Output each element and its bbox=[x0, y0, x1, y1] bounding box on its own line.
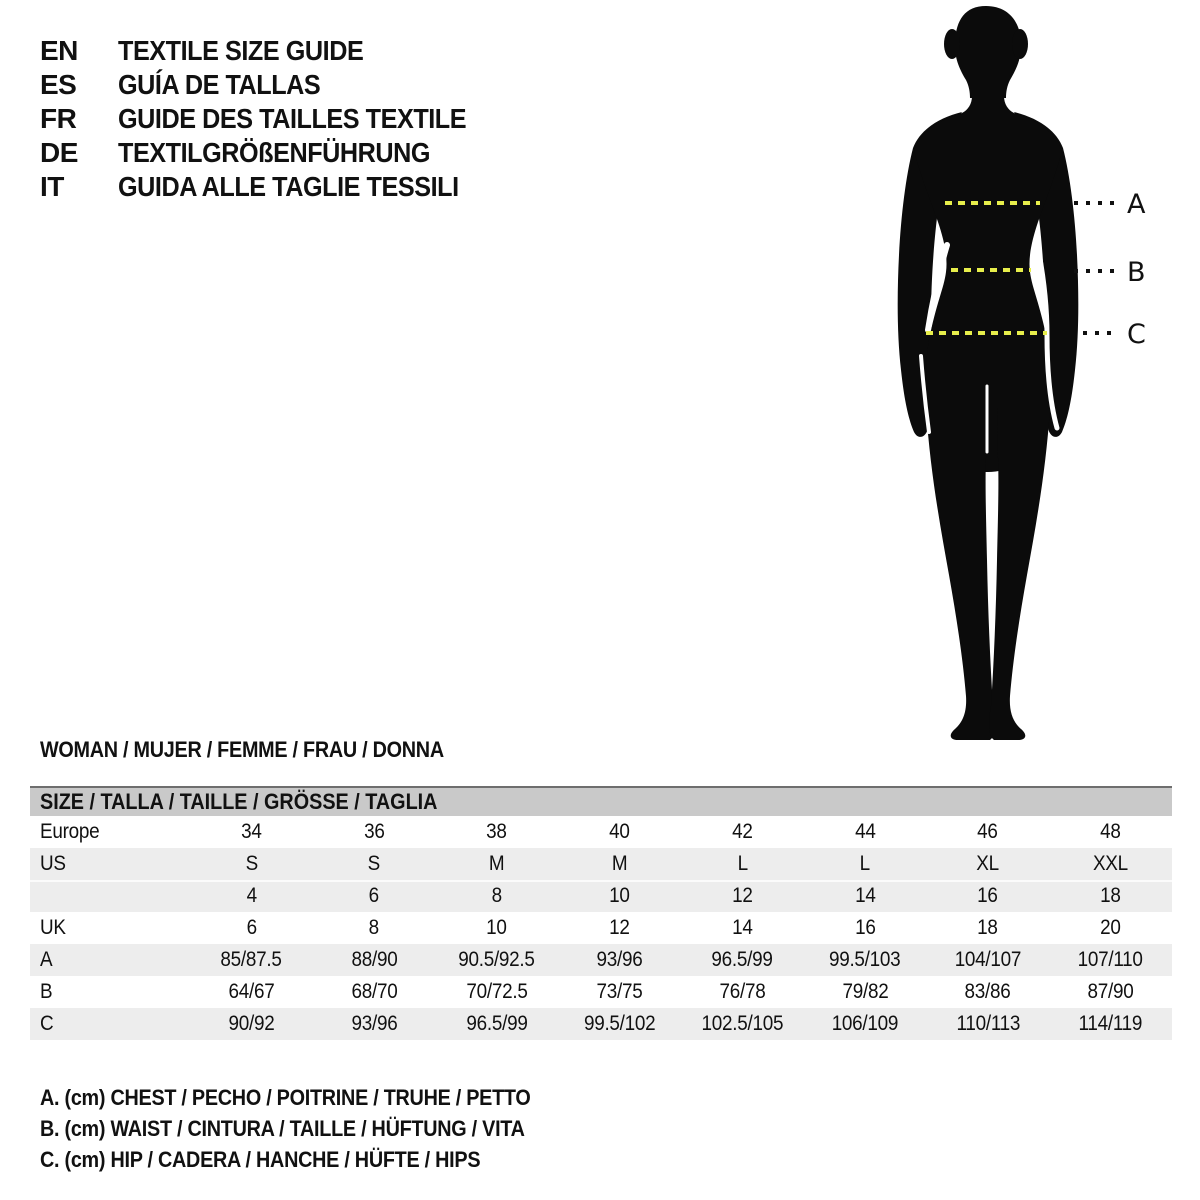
size-cell: 6 bbox=[368, 884, 380, 907]
woman-silhouette-figure bbox=[850, 0, 1180, 760]
size-cell: 34 bbox=[241, 820, 262, 843]
row-label: A bbox=[40, 948, 53, 971]
size-cell: 20 bbox=[1100, 916, 1121, 939]
table-row-waist-b bbox=[30, 976, 1172, 1008]
size-cell: 8 bbox=[368, 916, 380, 939]
table-row-uk bbox=[30, 912, 1172, 944]
size-cell: S bbox=[367, 852, 381, 875]
measure-label-c: C bbox=[1127, 319, 1146, 350]
size-cell: 93/96 bbox=[596, 948, 643, 971]
size-cell: 87/90 bbox=[1087, 980, 1134, 1003]
size-cell: 106/109 bbox=[831, 1012, 899, 1035]
measure-label-b: B bbox=[1127, 257, 1146, 288]
size-cell: 10 bbox=[609, 884, 630, 907]
table-row-hip-c bbox=[30, 1008, 1172, 1040]
lang-title: TEXTILE SIZE GUIDE bbox=[118, 35, 364, 66]
language-title-list bbox=[40, 34, 505, 204]
size-cell: 12 bbox=[609, 916, 630, 939]
size-cell: 85/87.5 bbox=[220, 948, 282, 971]
table-row-us-number bbox=[30, 880, 1172, 912]
size-cell: 64/67 bbox=[228, 980, 275, 1003]
row-label: US bbox=[40, 852, 66, 875]
table-row-europe bbox=[30, 816, 1172, 848]
lang-code: EN bbox=[40, 35, 78, 66]
size-cell: 46 bbox=[977, 820, 999, 843]
lang-row-es bbox=[40, 68, 505, 102]
size-cell: XXL bbox=[1093, 852, 1129, 875]
size-cell: 107/110 bbox=[1078, 948, 1144, 971]
size-table bbox=[30, 786, 1172, 1040]
lang-row-fr bbox=[40, 102, 505, 136]
row-label: Europe bbox=[40, 820, 100, 843]
size-cell: 102.5/105 bbox=[701, 1012, 784, 1035]
lang-title: GUÍA DE TALLAS bbox=[118, 69, 321, 100]
section-heading-text: WOMAN / MUJER / FEMME / FRAU / DONNA bbox=[40, 737, 444, 762]
legend-waist: B. (cm) WAIST / CINTURA / TAILLE / HÜFTUNG / VITA bbox=[40, 1116, 525, 1141]
size-cell: L bbox=[859, 852, 871, 875]
row-label: UK bbox=[40, 916, 66, 939]
size-cell: S bbox=[245, 852, 258, 875]
size-cell: 110/113 bbox=[956, 1012, 1020, 1035]
table-row-chest-a bbox=[30, 944, 1172, 976]
size-cell: 83/86 bbox=[964, 980, 1011, 1003]
size-cell: 10 bbox=[486, 916, 508, 939]
size-cell: M bbox=[611, 852, 628, 875]
size-cell: 90.5/92.5 bbox=[458, 948, 536, 971]
size-cell: 96.5/99 bbox=[466, 1012, 528, 1035]
size-cell: 70/72.5 bbox=[466, 980, 528, 1003]
size-cell: XL bbox=[976, 852, 1000, 875]
row-label: C bbox=[40, 1012, 54, 1035]
size-cell: 104/107 bbox=[954, 948, 1022, 971]
size-cell: 40 bbox=[609, 820, 630, 843]
lang-row-en bbox=[40, 34, 505, 68]
size-cell: 99.5/103 bbox=[829, 948, 901, 971]
size-cell: M bbox=[489, 852, 505, 875]
size-cell: 38 bbox=[486, 820, 508, 843]
row-label bbox=[30, 884, 190, 908]
size-cell: 42 bbox=[732, 820, 753, 843]
lang-title: GUIDA ALLE TAGLIE TESSILI bbox=[118, 171, 459, 202]
table-row-us-letter bbox=[30, 848, 1172, 880]
measure-label-a: A bbox=[1127, 189, 1146, 220]
size-cell: 18 bbox=[977, 916, 999, 939]
size-cell: 96.5/99 bbox=[711, 948, 773, 971]
size-cell: 68/70 bbox=[351, 980, 398, 1003]
size-cell: 48 bbox=[1100, 820, 1121, 843]
size-cell: 6 bbox=[246, 916, 257, 939]
size-cell: 14 bbox=[732, 916, 753, 939]
lang-code: DE bbox=[40, 137, 78, 168]
size-cell: 36 bbox=[363, 820, 385, 843]
lang-row-de bbox=[40, 136, 505, 170]
size-cell: 4 bbox=[246, 884, 257, 907]
size-cell: 114/119 bbox=[1078, 1012, 1143, 1035]
leader-dot-lines bbox=[1074, 203, 1114, 333]
lang-code: IT bbox=[40, 171, 64, 202]
lang-code: ES bbox=[40, 69, 77, 100]
legend-hip: C. (cm) HIP / CADERA / HANCHE / HÜFTE / HIPS bbox=[40, 1147, 481, 1172]
size-cell: 76/78 bbox=[719, 980, 766, 1003]
size-cell: 44 bbox=[854, 820, 876, 843]
woman-silhouette bbox=[898, 6, 1079, 740]
size-cell: 88/90 bbox=[351, 948, 398, 971]
size-cell: 73/75 bbox=[596, 980, 643, 1003]
size-table-header-text: SIZE / TALLA / TAILLE / GRÖSSE / TAGLIA bbox=[40, 789, 438, 814]
row-label: B bbox=[40, 980, 53, 1003]
measurement-legend bbox=[40, 1082, 585, 1175]
legend-chest: A. (cm) CHEST / PECHO / POITRINE / TRUHE / PETTO bbox=[40, 1085, 531, 1110]
size-cell: 14 bbox=[854, 884, 876, 907]
section-heading-woman bbox=[40, 737, 489, 763]
size-cell: 93/96 bbox=[351, 1012, 398, 1035]
size-cell: 8 bbox=[491, 884, 502, 907]
size-cell: L bbox=[737, 852, 748, 875]
size-cell: 16 bbox=[977, 884, 999, 907]
size-cell: 12 bbox=[732, 884, 753, 907]
lang-row-it bbox=[40, 170, 505, 204]
lang-code: FR bbox=[40, 103, 77, 134]
size-cell: 90/92 bbox=[228, 1012, 275, 1035]
size-cell: 79/82 bbox=[842, 980, 889, 1003]
size-cell: 16 bbox=[854, 916, 876, 939]
size-cell: 99.5/102 bbox=[583, 1012, 656, 1035]
size-cell: 18 bbox=[1100, 884, 1121, 907]
lang-title: TEXTILGRÖßENFÜHRUNG bbox=[118, 137, 431, 168]
size-table-header bbox=[30, 786, 1172, 816]
lang-title: GUIDE DES TAILLES TEXTILE bbox=[118, 103, 467, 134]
